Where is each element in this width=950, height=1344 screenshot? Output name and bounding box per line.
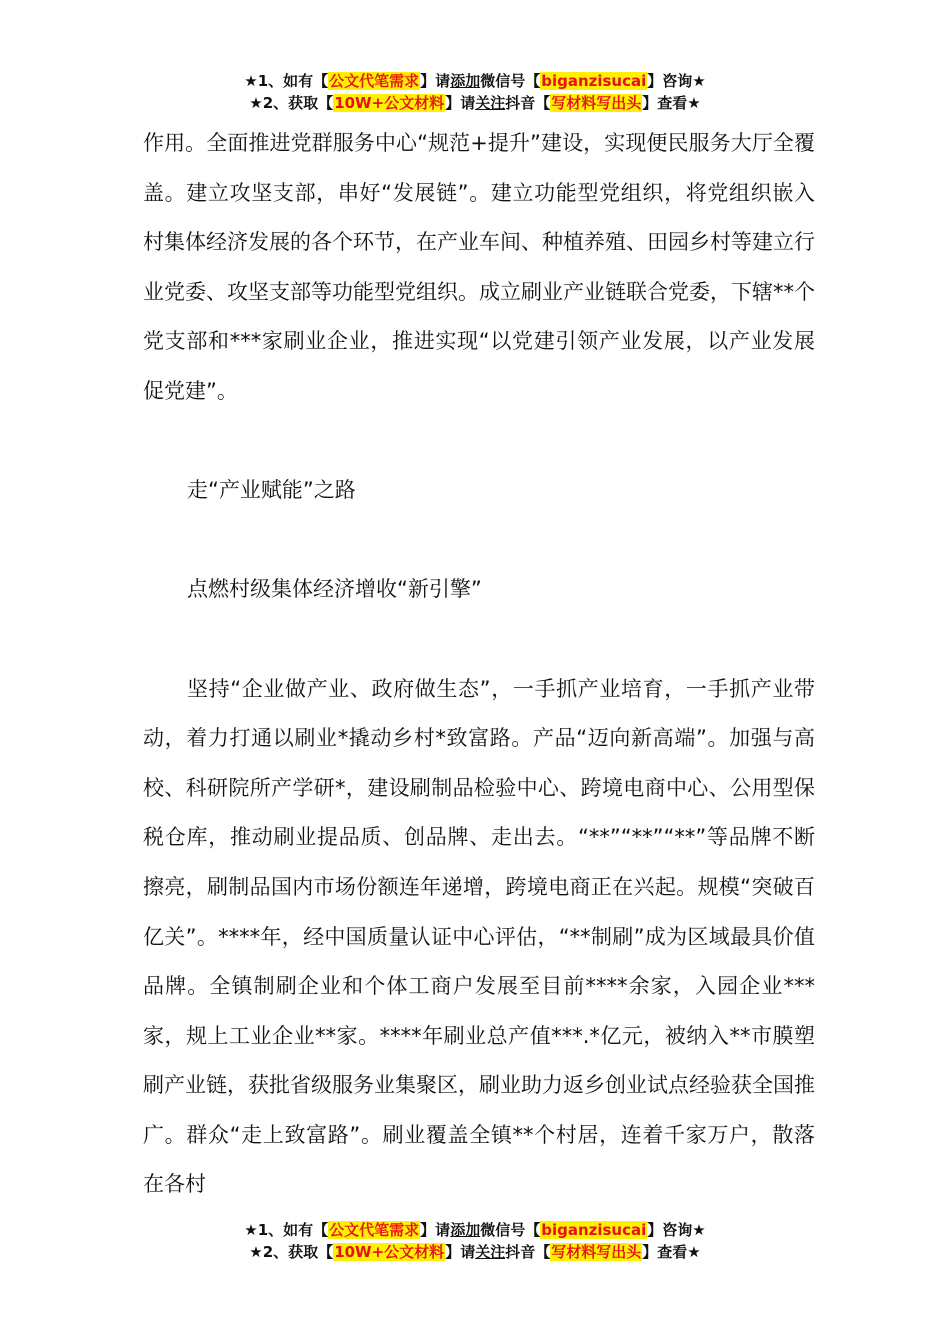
paragraph-gap [143,417,815,467]
highlight-douyin: 写材料写出头 [551,94,642,112]
highlight-service: 公文代笔需求 [329,1221,420,1239]
banner-line-1: ★1、如有【公文代笔需求】请添加微信号【biganzisucai】咨询★ [244,1221,706,1239]
paragraph-gap [143,615,815,665]
paragraph-party-building: 作用。全面推进党群服务中心“规范+提升”建设，实现便民服务大厅全覆盖。建立攻坚支部，串好“发展链”。建立功能型党组织，将党组织嵌入村集体经济发展的各个环节，在产业车间、种植养殖、田园乡村等建立行业党委、攻坚支部等功能型党组织。成立刷业产业链联合党委，下辖**个党支部和***家刷业企业，推进实现“以党建引领产业发展，以产业发展促党建”。 [143,131,815,403]
highlight-service: 公文代笔需求 [329,72,420,90]
highlight-wechat-id: biganzisucai [541,1221,647,1239]
banner-line-2: ★2、获取【10W+公文材料】请关注抖音【写材料写出头】查看★ [249,94,701,112]
section-heading: 走“产业赋能”之路 [187,478,356,503]
banner-line-1: ★1、如有【公文代笔需求】请添加微信号【biganzisucai】咨询★ [244,72,706,90]
top-banner [0,70,950,114]
highlight-materials: 10W+公文材料 [334,94,445,112]
paragraph-gap [143,516,815,566]
paragraph-industry: 坚持“企业做产业、政府做生态”，一手抓产业培育，一手抓产业带动，着力打通以刷业*撬动乡村*致富路。产品“迈向新高端”。加强与高校、科研院所产学研*，建设刷制品检验中心、跨境电商中心、公用型保税仓库，推动刷业提品质、创品牌、走出去。“**”“**”“**”等品牌不断擦亮，刷制品国内市场份额连年递增，跨境电商正在兴起。规模“突破百亿关”。****年，经中国质量认证中心评估，“**制刷”成为区域最具价值品牌。全镇制刷企业和个体工商户发展至目前****余家，入园企业***家，规上工业企业**家。****年刷业总产值***.*亿元，被纳入**市膜塑刷产业链，获批省级服务业集聚区，刷业助力返乡创业试点经验获全国推广。群众“走上致富路”。刷业覆盖全镇**个村居，连着千家万户，散落在各村 [143,676,815,1197]
highlight-wechat-id: biganzisucai [541,72,647,90]
highlight-douyin: 写材料写出头 [551,1243,642,1261]
highlight-materials: 10W+公文材料 [334,1243,445,1261]
bottom-banner [0,1219,950,1263]
section-subheading: 点燃村级集体经济增收“新引擎” [187,577,482,602]
banner-line-2: ★2、获取【10W+公文材料】请关注抖音【写材料写出头】查看★ [249,1243,701,1261]
document-body [143,119,815,1210]
